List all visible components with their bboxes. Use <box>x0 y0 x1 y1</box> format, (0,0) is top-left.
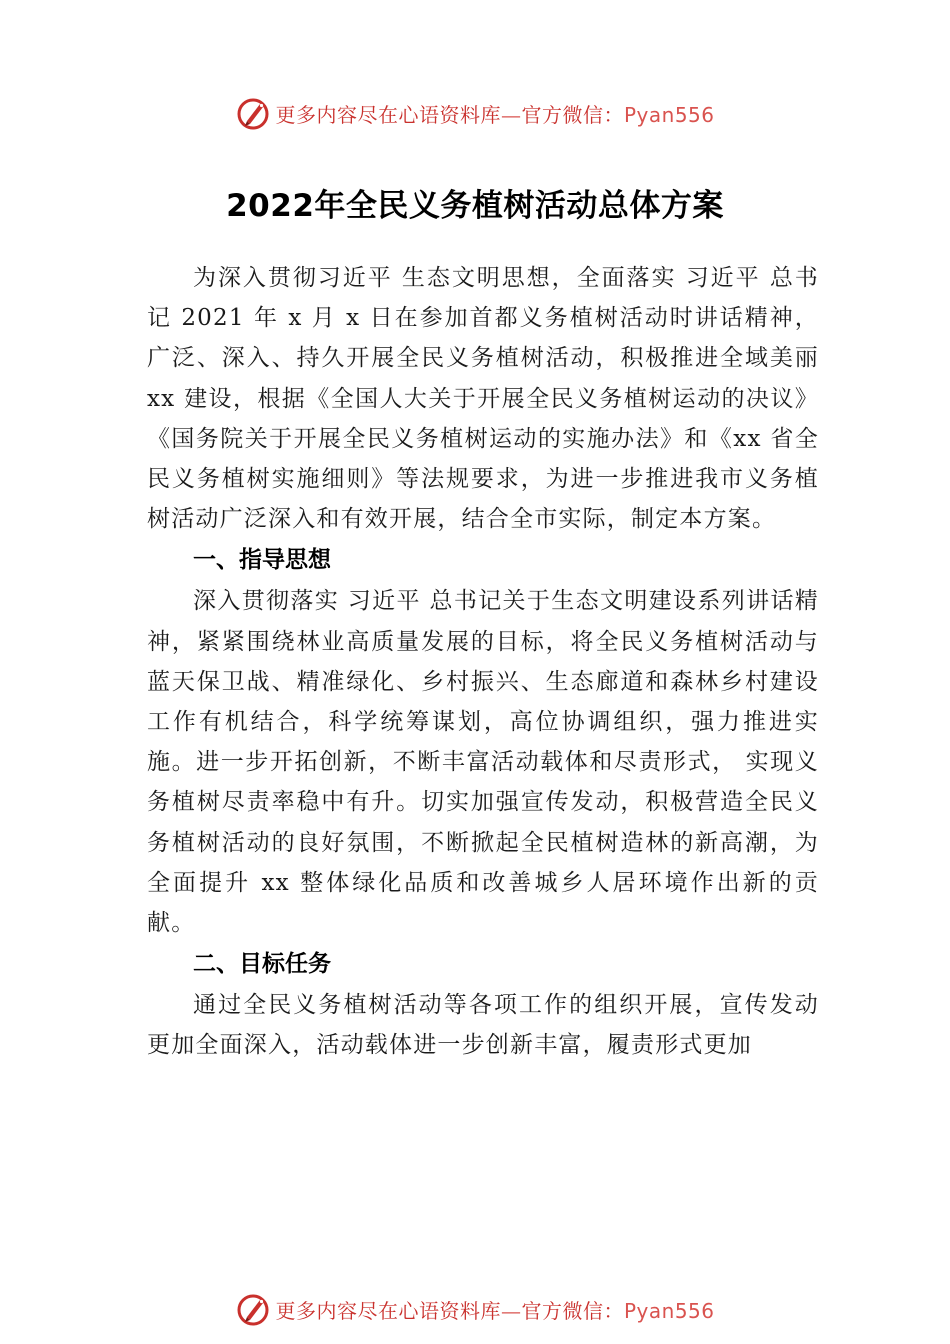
pen-circle-logo-icon <box>235 1291 271 1327</box>
document-body <box>147 258 819 1066</box>
section-heading-goals-tasks: 二、目标任务 <box>193 951 331 978</box>
footer-banner <box>0 1289 950 1329</box>
document-title: 2022年全民义务植树活动总体方案 <box>226 188 724 224</box>
guiding-ideology-paragraph: 深入贯彻落实 习近平 总书记关于生态文明建设系列讲话精神，紧紧围绕林业高质量发展的目标，将全民义务植树活动与蓝天保卫战、精准绿化、乡村振兴、生态廊道和森林乡村建设工作有机结合，科学统筹谋划，高位协调组织，强力推进实施。进一步开拓创新，不断丰富活动载体和尽责形式， 实现义务植树尽责率稳中有升。切实加强宣传发动，积极营造全民义务植树活动的良好氛围，不断掀起全民植树造林的新高潮，为全面提升 xx 整体绿化品质和改善城乡人居环境作出新的贡献。 <box>147 588 819 937</box>
header-banner <box>0 93 950 133</box>
banner-text: 更多内容尽在心语资料库—官方微信：Pyan556 <box>275 102 715 127</box>
section-heading-guiding-ideology: 一、指导思想 <box>193 547 331 574</box>
goals-tasks-paragraph: 通过全民义务植树活动等各项工作的组织开展，宣传发动更加全面深入，活动载体进一步创新丰富，履责形式更加 <box>147 992 819 1059</box>
intro-paragraph: 为深入贯彻习近平 生态文明思想，全面落实 习近平 总书记 2021 年 x 月 x 日在参加首都义务植树活动时讲话精神，广泛、深入、持久开展全民义务植树活动，积极推进全域美丽 xx 建设，根据《全国人大关于开展全民义务植树运动的决议》《国务院关于开展全民义务植树运动的实施办法》和《xx 省全民义务植树实施细则》等法规要求，为进一步推进我市义务植树活动广泛深入和有效开展，结合全市实际，制定本方案。 <box>147 265 819 533</box>
banner-text: 更多内容尽在心语资料库—官方微信：Pyan556 <box>275 1298 715 1323</box>
pen-circle-logo-icon <box>235 95 271 131</box>
